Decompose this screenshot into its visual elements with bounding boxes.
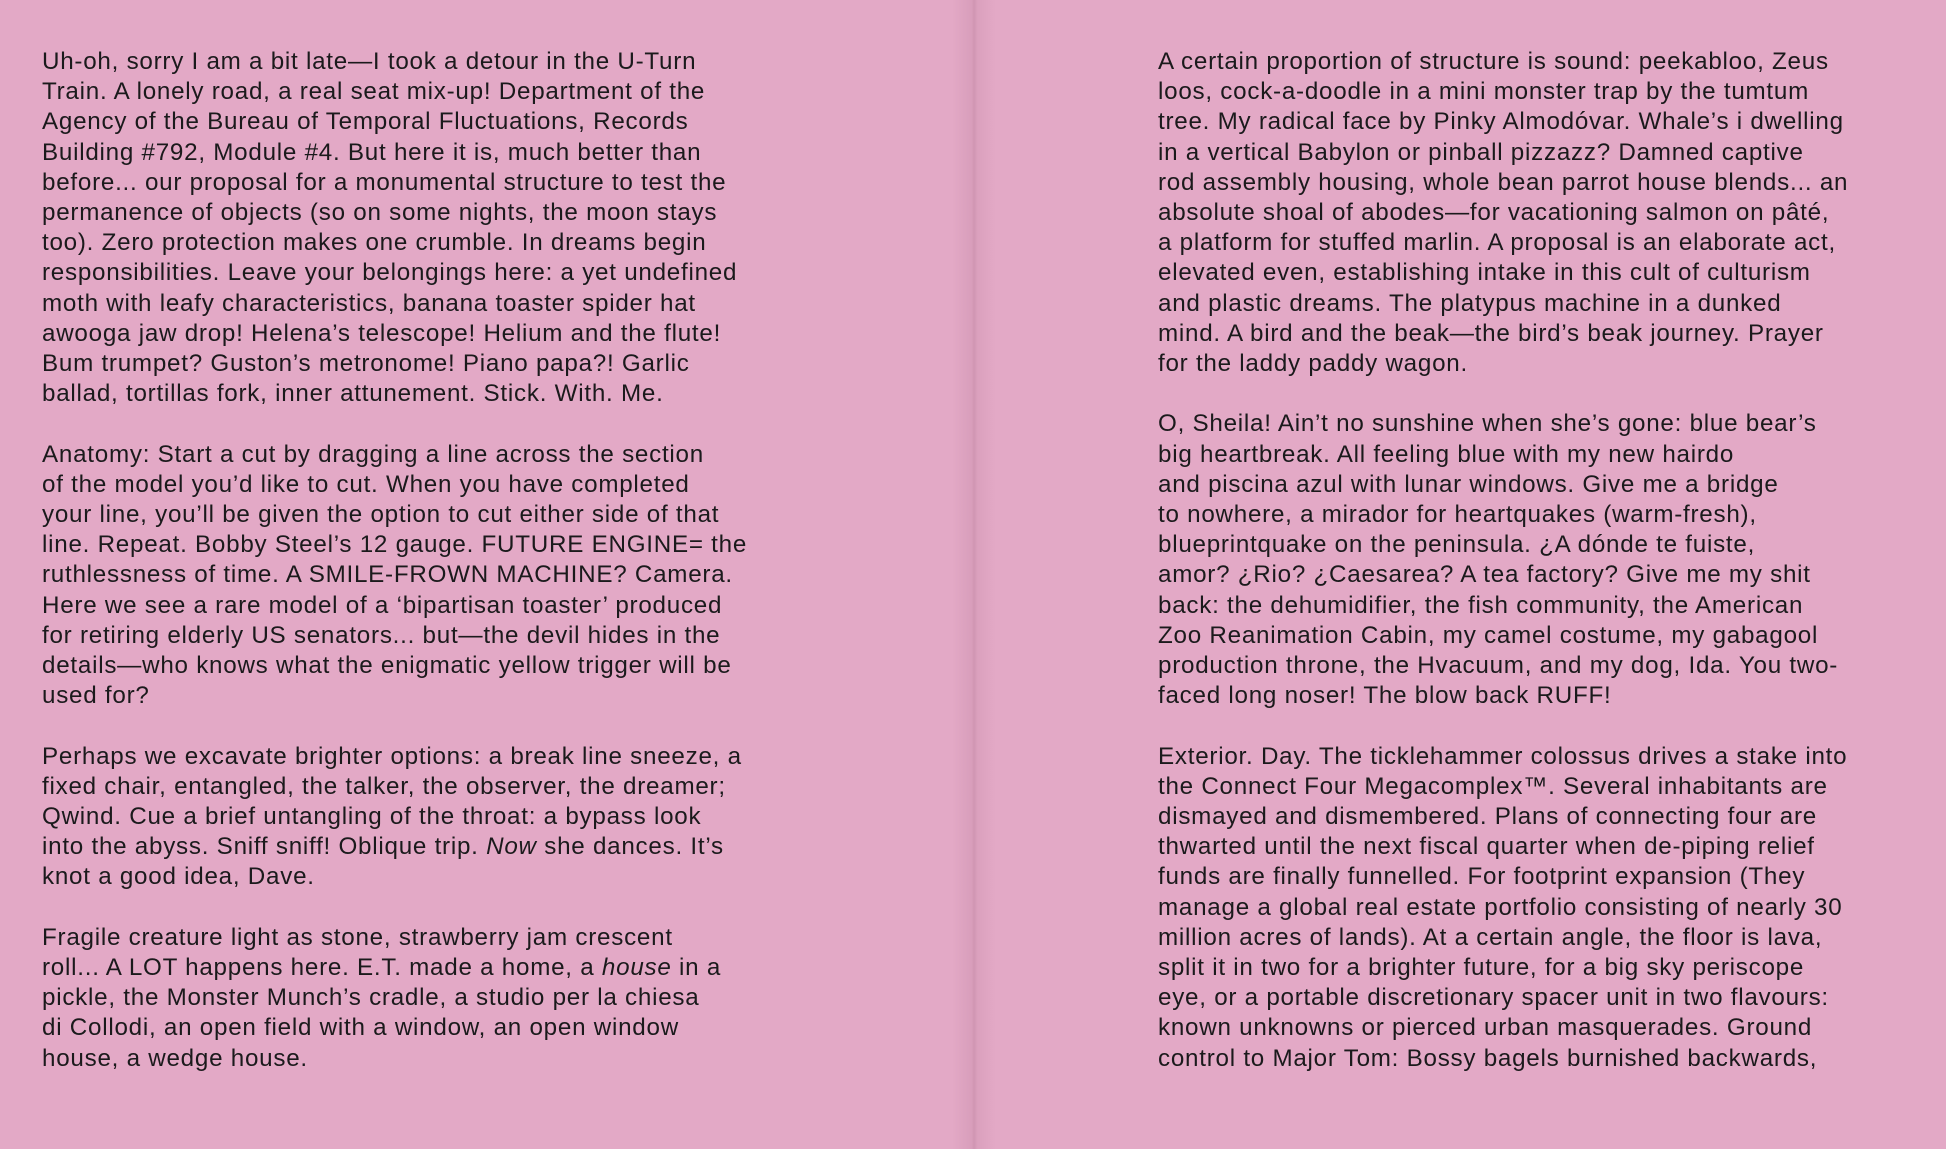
text-segment: for the laddy paddy wagon. [1158, 350, 1468, 378]
text-line [42, 107, 802, 137]
text-segment: amor? ¿Rio? ¿Caesarea? A tea factory? Give me my shit [1158, 561, 1811, 589]
text-line [42, 440, 802, 470]
text-line [1158, 138, 1918, 168]
text-line [1158, 47, 1918, 77]
text-line [1158, 77, 1918, 107]
text-line [1158, 470, 1918, 500]
text-segment: blueprintquake on the peninsula. ¿A dónde te fuiste, [1158, 531, 1756, 559]
book-gutter-shadow [952, 0, 996, 1149]
text-segment: too). Zero protection makes one crumble. In dreams begin [42, 229, 707, 257]
text-segment: to nowhere, a mirador for heartquakes (warm-fresh), [1158, 501, 1757, 529]
text-segment: Bum trumpet? Guston’s metronome! Piano papa?! Garlic [42, 350, 690, 378]
text-segment: manage a global real estate portfolio consisting of nearly 30 [1158, 893, 1843, 921]
text-line [42, 832, 802, 862]
text-segment: back: the dehumidifier, the fish community, the American [1158, 591, 1804, 619]
text-segment: awooga jaw drop! Helena’s telescope! Helium and the flute! [42, 319, 722, 347]
text-segment: your line, you’ll be given the option to cut either side of that [42, 501, 720, 529]
text-segment: Building #792, Module #4. But here it is, much better than [42, 138, 702, 166]
text-line [1158, 1013, 1918, 1043]
paragraph [42, 440, 802, 712]
text-segment: responsibilities. Leave your belongings here: a yet undefined [42, 259, 738, 287]
text-line [42, 258, 802, 288]
text-segment: Exterior. Day. The ticklehammer colossus drives a stake into [1158, 742, 1848, 770]
text-line [1158, 742, 1918, 772]
text-segment: ruthlessness of time. A SMILE-FROWN MACHINE? Camera. [42, 561, 733, 589]
text-line [1158, 772, 1918, 802]
italic-word: Now [486, 833, 537, 861]
text-line [1158, 560, 1918, 590]
text-line [1158, 681, 1918, 711]
text-segment: used for? [42, 682, 150, 710]
text-line [1158, 440, 1918, 470]
text-line [1158, 983, 1918, 1013]
text-segment: Agency of the Bureau of Temporal Fluctuations, Records [42, 108, 689, 136]
text-line [42, 319, 802, 349]
text-segment: and piscina azul with lunar windows. Give me a bridge [1158, 470, 1779, 498]
text-line [42, 591, 802, 621]
text-segment: funds are finally funnelled. For footprint expansion (They [1158, 863, 1806, 891]
text-line [1158, 289, 1918, 319]
text-line [1158, 621, 1918, 651]
text-line [1158, 319, 1918, 349]
text-line [42, 862, 802, 892]
text-segment: permanence of objects (so on some nights, the moon stays [42, 199, 718, 227]
text-segment: fixed chair, entangled, the talker, the observer, the dreamer; [42, 772, 726, 800]
text-segment: eye, or a portable discretionary spacer unit in two flavours: [1158, 984, 1829, 1012]
text-segment: absolute shoal of abodes—for vacationing salmon on pâté, [1158, 199, 1830, 227]
text-segment: mind. A bird and the beak—the bird’s beak journey. Prayer [1158, 319, 1824, 347]
text-line [1158, 107, 1918, 137]
text-segment: ballad, tortillas fork, inner attunement. Stick. With. Me. [42, 380, 664, 408]
paragraph [1158, 742, 1918, 1074]
text-segment: tree. My radical face by Pinky Almodóvar. Whale’s i dwelling [1158, 108, 1844, 136]
text-line [1158, 802, 1918, 832]
text-segment: Anatomy: Start a cut by dragging a line across the section [42, 440, 704, 468]
paragraph [1158, 47, 1918, 379]
text-segment: O, Sheila! Ain’t no sunshine when she’s gone: blue bear’s [1158, 410, 1817, 438]
text-segment: in a [671, 954, 722, 982]
text-line [42, 47, 802, 77]
text-line [42, 228, 802, 258]
text-segment: rod assembly housing, whole bean parrot house blends... an [1158, 168, 1849, 196]
text-line [42, 681, 802, 711]
text-line [42, 983, 802, 1013]
paragraph [1158, 409, 1918, 711]
text-segment: and plastic dreams. The platypus machine in a dunked [1158, 289, 1782, 317]
paragraph [42, 47, 802, 409]
text-line [42, 560, 802, 590]
text-line [1158, 893, 1918, 923]
text-line [42, 953, 802, 983]
text-segment: roll... A LOT happens here. E.T. made a home, a [42, 954, 602, 982]
text-line [1158, 953, 1918, 983]
text-segment: big heartbreak. All feeling blue with my new hairdo [1158, 440, 1735, 468]
text-segment: faced long noser! The blow back RUFF! [1158, 682, 1612, 710]
text-line [42, 470, 802, 500]
text-line [1158, 258, 1918, 288]
text-line [1158, 409, 1918, 439]
text-line [1158, 168, 1918, 198]
text-segment: moth with leafy characteristics, banana toaster spider hat [42, 289, 696, 317]
text-segment: Perhaps we excavate brighter options: a break line sneeze, a [42, 742, 742, 770]
text-segment: line. Repeat. Bobby Steel’s 12 gauge. FUTURE ENGINE= the [42, 531, 748, 559]
text-line [42, 138, 802, 168]
text-segment: Here we see a rare model of a ‘bipartisan toaster’ produced [42, 591, 723, 619]
text-line [42, 289, 802, 319]
text-segment: pickle, the Monster Munch’s cradle, a studio per la chiesa [42, 984, 700, 1012]
text-segment: thwarted until the next fiscal quarter when de-piping relief [1158, 833, 1815, 861]
text-line [42, 168, 802, 198]
text-line [1158, 923, 1918, 953]
text-line [42, 923, 802, 953]
text-segment: control to Major Tom: Bossy bagels burnished backwards, [1158, 1044, 1818, 1072]
text-segment: production throne, the Hvacuum, and my dog, Ida. You two- [1158, 652, 1839, 680]
text-segment: a platform for stuffed marlin. A proposal is an elaborate act, [1158, 229, 1836, 257]
text-line [42, 621, 802, 651]
text-line [42, 77, 802, 107]
paragraph [42, 923, 802, 1074]
text-line [42, 379, 802, 409]
text-segment: dismayed and dismembered. Plans of connecting four are [1158, 803, 1817, 831]
text-line [1158, 198, 1918, 228]
text-line [1158, 651, 1918, 681]
text-segment: Uh-oh, sorry I am a bit late—I took a detour in the U-Turn [42, 48, 697, 75]
text-segment: house, a wedge house. [42, 1044, 308, 1072]
text-line [42, 1044, 802, 1074]
left-text-column [42, 47, 802, 1104]
text-line [42, 500, 802, 530]
text-segment: Train. A lonely road, a real seat mix-up! Department of the [42, 78, 706, 106]
text-segment: of the model you’d like to cut. When you have completed [42, 470, 690, 498]
text-segment: the Connect Four Megacomplex™. Several inhabitants are [1158, 772, 1828, 800]
text-line [42, 530, 802, 560]
text-segment: knot a good idea, Dave. [42, 863, 315, 891]
text-segment: for retiring elderly US senators... but—the devil hides in the [42, 621, 721, 649]
text-segment: into the abyss. Sniff sniff! Oblique trip. [42, 833, 487, 861]
text-line [1158, 832, 1918, 862]
text-segment: split it in two for a brighter future, for a big sky periscope [1158, 954, 1805, 982]
text-line [1158, 500, 1918, 530]
text-line [42, 772, 802, 802]
text-line [1158, 228, 1918, 258]
text-segment: known unknowns or pierced urban masquerades. Ground [1158, 1014, 1813, 1042]
text-segment: elevated even, establishing intake in this cult of culturism [1158, 259, 1811, 287]
text-segment: million acres of lands). At a certain angle, the floor is lava, [1158, 923, 1823, 951]
text-segment: she dances. It’s [536, 833, 724, 861]
text-line [1158, 862, 1918, 892]
text-segment: di Collodi, an open field with a window, an open window [42, 1014, 679, 1042]
text-line [42, 742, 802, 772]
text-segment: Fragile creature light as stone, strawberry jam crescent [42, 923, 673, 951]
text-line [1158, 1044, 1918, 1074]
text-segment: details—who knows what the enigmatic yellow trigger will be [42, 652, 732, 680]
text-segment: in a vertical Babylon or pinball pizzazz? Damned captive [1158, 138, 1804, 166]
text-line [1158, 349, 1918, 379]
text-line [42, 651, 802, 681]
text-segment: Qwind. Cue a brief untangling of the throat: a bypass look [42, 803, 702, 831]
text-line [42, 1013, 802, 1043]
text-line [1158, 530, 1918, 560]
italic-word: house [601, 954, 672, 982]
paragraph [42, 742, 802, 893]
text-segment: Zoo Reanimation Cabin, my camel costume, my gabagool [1158, 621, 1819, 649]
right-page [973, 0, 1946, 1149]
text-segment: loos, cock-a-doodle in a mini monster trap by the tumtum [1158, 78, 1809, 106]
text-line [42, 802, 802, 832]
text-segment: before... our proposal for a monumental structure to test the [42, 168, 727, 196]
text-line [1158, 591, 1918, 621]
text-line [42, 198, 802, 228]
text-line [42, 349, 802, 379]
right-text-column [1158, 47, 1918, 1104]
text-segment: A certain proportion of structure is sound: peekabloo, Zeus [1158, 48, 1829, 75]
